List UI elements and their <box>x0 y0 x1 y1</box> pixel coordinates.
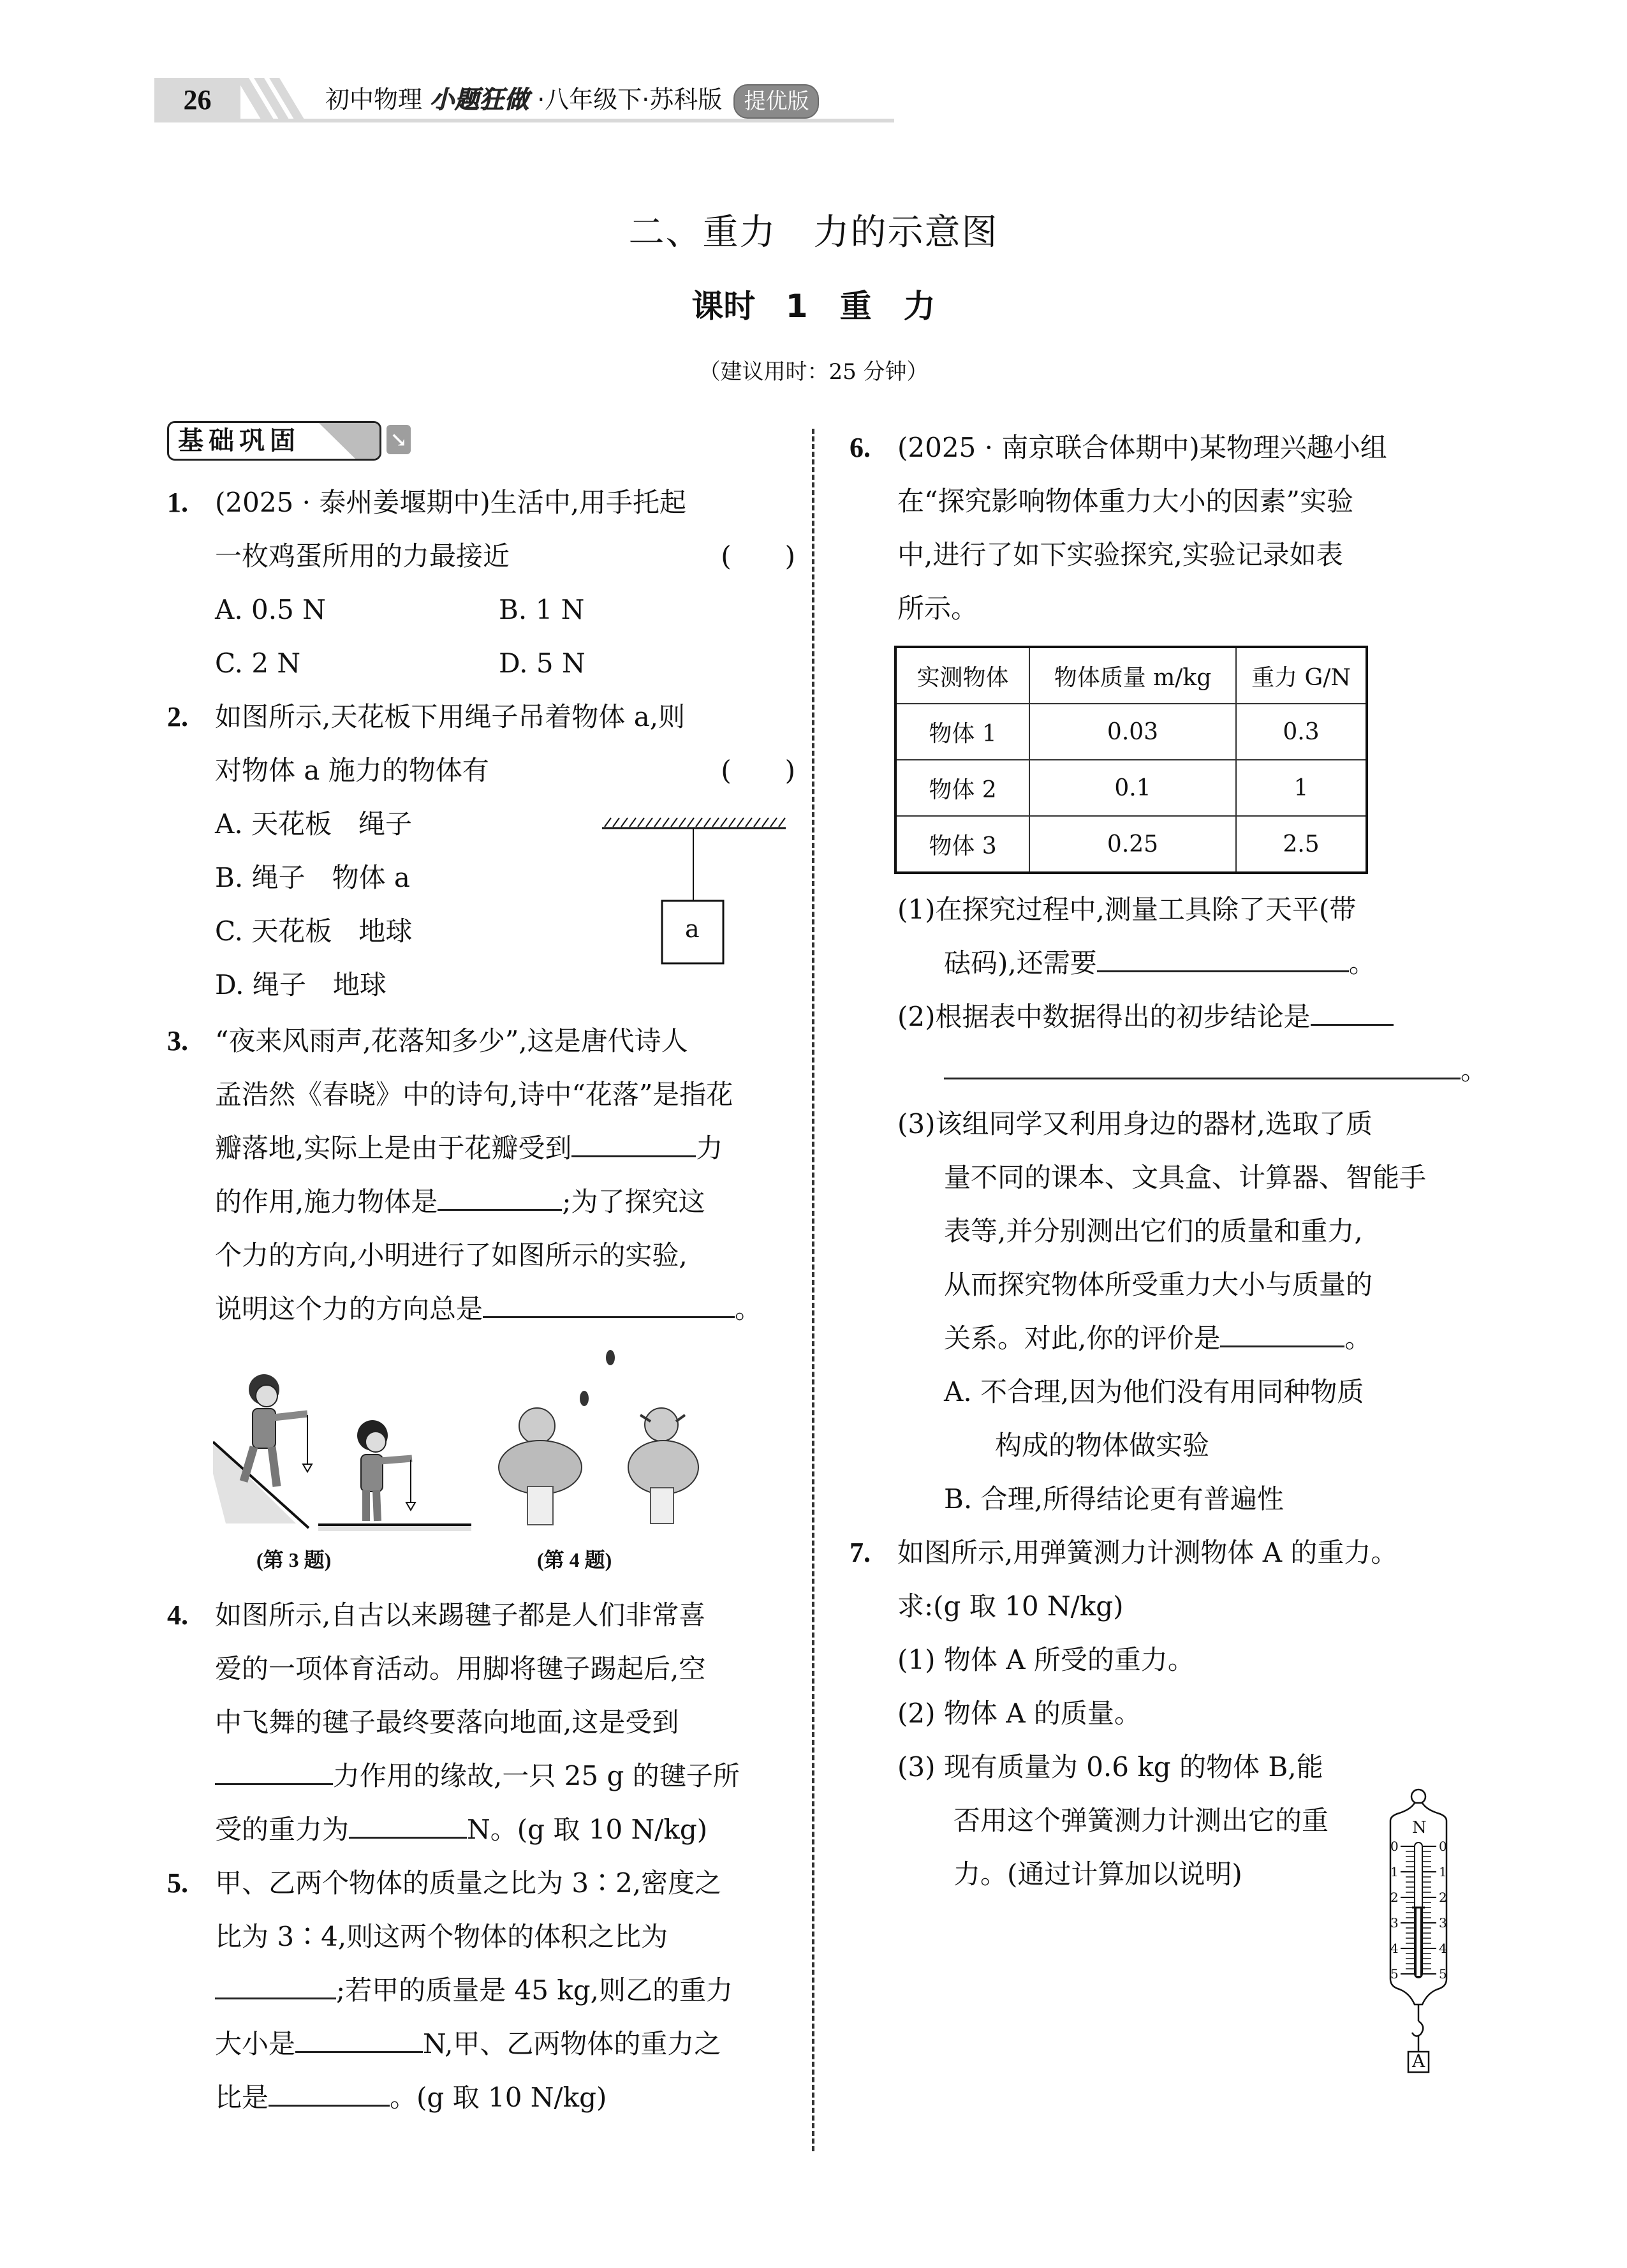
question-text-line: “夜来风雨声,花落知多少”,这是唐代诗人 <box>215 1025 688 1056</box>
question-3 <box>167 1014 795 1336</box>
question-text: 关系。对此,你的评价是 <box>944 1323 1221 1354</box>
block-label: a <box>685 915 700 943</box>
question-text-line <box>215 1964 795 2017</box>
table-cell: 0.3 <box>1236 704 1367 760</box>
question-text: 对物体 a 施力的物体有 <box>215 755 489 786</box>
scale-tick-label: 3 <box>1390 1915 1399 1931</box>
sub-question-3-line: 从而探究物体所受重力大小与质量的 <box>944 1269 1373 1300</box>
question-text: 。 <box>1461 1055 1488 1086</box>
table-header-cell: 实测物体 <box>895 647 1029 704</box>
option-d[interactable]: D. 绳子 地球 <box>215 969 387 1000</box>
question-text-line: 中飞舞的毽子最终要落向地面,这是受到 <box>215 1707 679 1738</box>
hatch-mark <box>605 818 611 827</box>
table-cell: 物体 3 <box>895 816 1029 873</box>
question-text: 砝码),还需要 <box>944 947 1097 979</box>
hatch-mark <box>696 818 702 827</box>
answer-blank-force-type[interactable] <box>571 1130 696 1157</box>
question-text: (2)根据表中数据得出的初步结论是 <box>897 1001 1311 1032</box>
chapter-title: 二、重力 力的示意图 <box>628 212 999 253</box>
table-row <box>895 704 1367 760</box>
answer-blank-direction[interactable] <box>483 1291 735 1318</box>
sub-question-2: (2) 物体 A 的质量。 <box>897 1698 1141 1729</box>
question-text: 。 <box>1348 947 1376 979</box>
question-text: 的作用,施力物体是 <box>215 1186 438 1217</box>
hatch-mark <box>737 818 744 827</box>
question-text-line <box>215 1803 795 1857</box>
option-a[interactable]: A. 天花板 绳子 <box>215 808 413 840</box>
question-text-line: 爱的一项体育活动。用脚将毽子踢起后,空 <box>215 1653 706 1684</box>
option-a-continued: 构成的物体做实验 <box>995 1430 1210 1461</box>
figures-row <box>167 1340 795 1589</box>
hatch-mark <box>638 818 644 827</box>
question-text-line: 如图所示,用弹簧测力计测物体 A 的重力。 <box>897 1537 1398 1568</box>
question-1 <box>167 476 795 690</box>
option-b[interactable]: B. 合理,所得结论更有普遍性 <box>944 1483 1284 1515</box>
sub-question-3-line: 表等,并分别测出它们的质量和重力, <box>944 1215 1363 1247</box>
section-badge-label: 基础巩固 <box>178 426 300 456</box>
hatch-mark <box>629 818 636 827</box>
question-text: 。 <box>1344 1323 1372 1354</box>
sub-question-3-line: 否用这个弹簧测力计测出它的重 <box>953 1805 1329 1836</box>
question-number: 4. <box>167 1599 188 1631</box>
table-cell: 1 <box>1236 760 1367 816</box>
answer-bracket[interactable]: ( ) <box>721 540 795 572</box>
table-cell: 0.25 <box>1029 816 1236 873</box>
page-number: 26 <box>183 84 212 115</box>
question-text-line: 甲、乙两个物体的质量之比为 3∶2,密度之 <box>215 1867 722 1899</box>
question-text: 大小是 <box>215 2028 296 2059</box>
option-a[interactable]: A. 不合理,因为他们没有用同种物质 <box>944 1376 1364 1407</box>
question-text-line <box>215 2017 795 2071</box>
scale-tick-label: 1 <box>1390 1864 1399 1879</box>
scale-tick-label: 3 <box>1439 1915 1447 1931</box>
answer-blank-force[interactable] <box>215 1758 333 1785</box>
plumb-line-experiment-illustration <box>213 1346 481 1531</box>
scale-pointer-rod <box>1416 1908 1421 1976</box>
answer-blank-volume-ratio[interactable] <box>215 1972 336 1999</box>
question-number: 5. <box>167 1867 188 1899</box>
question-text-line: (2025 · 南京联合体期中)某物理兴趣小组 <box>897 432 1387 463</box>
sub-question-1-line: (1)在探究过程中,测量工具除了天平(带 <box>897 894 1357 925</box>
question-6 <box>850 421 1487 635</box>
question-text-line: 中,进行了如下实验探究,实验记录如表 <box>897 539 1343 570</box>
series-logo: 小题狂做 <box>430 85 530 114</box>
section-badge-shade <box>319 423 379 459</box>
hatch-mark <box>679 818 686 827</box>
question-number: 7. <box>850 1537 871 1568</box>
question-5 <box>167 1857 795 2124</box>
option-c[interactable]: C. 天花板 地球 <box>215 915 413 947</box>
arrow-down-right-icon: ↘ <box>387 425 411 454</box>
hatch-mark <box>712 818 719 827</box>
sub-question-2-line <box>850 990 1487 1044</box>
question-text: 受的重力为 <box>215 1814 350 1845</box>
hanging-block-figure <box>596 812 787 977</box>
hatch-mark <box>746 818 752 827</box>
question-2 <box>167 690 795 1012</box>
table-header-cell: 重力 G/N <box>1236 647 1367 704</box>
table-row <box>895 816 1367 873</box>
question-text-line: 如图所示,天花板下用绳子吊着物体 a,则 <box>215 701 686 732</box>
table-cell: 0.03 <box>1029 704 1236 760</box>
question-number: 2. <box>167 701 188 732</box>
question-number: 6. <box>850 432 871 463</box>
question-4 <box>167 1589 795 1857</box>
question-text: 说明这个力的方向总是 <box>215 1293 483 1324</box>
shuttlecock-kicking-illustration <box>480 1340 735 1531</box>
sub-question-3-line: 量不同的课本、文具盒、计算器、智能手 <box>944 1162 1427 1193</box>
question-text-line: 孟浩然《春晓》中的诗句,诗中“花落”是指花 <box>215 1079 733 1110</box>
header-title-suffix: ·八年级下·苏科版 <box>537 85 723 114</box>
question-text: N。(g 取 10 N/kg) <box>467 1814 708 1845</box>
table-cell: 物体 2 <box>895 760 1029 816</box>
object-a-label: A <box>1412 2050 1425 2072</box>
answer-bracket[interactable]: ( ) <box>721 755 795 786</box>
question-text-line <box>215 1122 795 1175</box>
options-row <box>215 583 795 637</box>
hatch-mark <box>729 818 735 827</box>
scale-tick-label: 1 <box>1439 1864 1447 1879</box>
hatch-mark <box>704 818 710 827</box>
option-d[interactable]: D. 5 N <box>499 648 585 679</box>
option-a[interactable]: A. 0.5 N <box>215 594 326 625</box>
question-number: 3. <box>167 1025 188 1056</box>
question-text-line: 求:(g 取 10 N/kg) <box>897 1590 1124 1622</box>
answer-blank-conclusion[interactable] <box>1311 998 1394 1026</box>
scale-tick-label: 5 <box>1439 1966 1447 1982</box>
sub-question-1: (1) 物体 A 所受的重力。 <box>897 1644 1195 1675</box>
answer-blank-tool[interactable] <box>1097 945 1349 972</box>
right-column <box>850 421 1488 2072</box>
question-text-line: 比为 3∶4,则这两个物体的体积之比为 <box>215 1921 668 1952</box>
question-text-line: 在“探究影响物体重力大小的因素”实验 <box>897 485 1353 517</box>
answer-blank-evaluation[interactable] <box>1220 1320 1344 1347</box>
scale-tick-label: 4 <box>1390 1941 1399 1956</box>
figure-caption-q3: (第 3 题) <box>256 1548 332 1571</box>
lesson-title: 课时 1 重 力 <box>691 288 936 325</box>
hatch-mark <box>663 818 669 827</box>
sub-question-3-line <box>850 1312 1487 1365</box>
section-header <box>167 421 795 470</box>
ceiling-hatching <box>605 818 785 827</box>
table-header-cell: 物体质量 m/kg <box>1029 647 1236 704</box>
hatch-mark <box>688 818 694 827</box>
question-text: 。 <box>735 1293 762 1324</box>
hatch-mark <box>671 818 677 827</box>
question-text-line <box>215 1175 795 1229</box>
question-text: 力 <box>696 1132 723 1164</box>
answer-blank-conclusion-cont[interactable] <box>944 1052 1461 1079</box>
option-c[interactable]: C. 2 N <box>215 648 301 679</box>
scale-tick-label: 0 <box>1439 1839 1447 1854</box>
hatch-mark <box>621 818 628 827</box>
table-cell: 0.1 <box>1029 760 1236 816</box>
column-divider <box>812 429 814 2151</box>
question-text-line <box>215 2071 795 2124</box>
hatch-mark <box>762 818 769 827</box>
question-text-line <box>215 530 795 583</box>
question-text: ;若甲的质量是 45 kg,则乙的重力 <box>336 1975 733 2006</box>
question-text-line: 个力的方向,小明进行了如图所示的实验, <box>215 1240 688 1271</box>
ceiling-rope-diagram <box>596 812 787 977</box>
sub-question-2-line <box>850 1044 1487 1097</box>
scale-tick-label: 0 <box>1390 1839 1399 1854</box>
experiment-data-table <box>894 646 1368 874</box>
hatch-mark <box>770 818 777 827</box>
question-text: 一枚鸡蛋所用的力最接近 <box>215 540 510 572</box>
hatch-mark <box>613 818 619 827</box>
edition-badge: 提优版 <box>733 84 819 119</box>
scale-tick-label: 4 <box>1439 1941 1447 1956</box>
sub-question-3-line: 力。(通过计算加以说明) <box>953 1858 1242 1890</box>
hatch-mark <box>779 818 785 827</box>
scale-tick-label: 2 <box>1390 1890 1399 1905</box>
option-b[interactable]: B. 绳子 物体 a <box>215 862 410 893</box>
answer-blank-weight-ratio[interactable] <box>269 2079 390 2107</box>
figure-caption-q4: (第 4 题) <box>537 1548 612 1571</box>
scale-ring <box>1411 1790 1425 1804</box>
suggested-time: （建议用时：25 分钟） <box>698 359 929 385</box>
answer-blank-weight-b[interactable] <box>295 2026 423 2053</box>
header-title-prefix: 初中物理 <box>325 85 423 114</box>
hatch-mark <box>646 818 652 827</box>
table-cell: 物体 1 <box>895 704 1029 760</box>
hatch-mark <box>721 818 727 827</box>
sub-question-3: (3) 现有质量为 0.6 kg 的物体 B,能 <box>897 1751 1323 1783</box>
option-b[interactable]: B. 1 N <box>499 594 585 625</box>
question-text: N,甲、乙两物体的重力之 <box>423 2028 721 2059</box>
question-text-line: (2025 · 泰州姜堰期中)生活中,用手托起 <box>215 487 687 518</box>
hatch-mark <box>654 818 661 827</box>
options-row <box>215 637 795 690</box>
table-cell: 2.5 <box>1236 816 1367 873</box>
question-7 <box>850 1526 1487 2072</box>
scale-unit-label: N <box>1412 1818 1427 1837</box>
spring-scale-figure <box>1387 1788 1450 2087</box>
question-text: 瓣落地,实际上是由于花瓣受到 <box>215 1132 572 1164</box>
header-title <box>325 79 819 120</box>
sub-question-1-line <box>850 937 1487 990</box>
header-stripes-decoration <box>236 78 325 122</box>
question-text-line <box>215 1749 795 1803</box>
scale-tick-label: 2 <box>1439 1890 1447 1905</box>
question-text-line <box>215 1282 795 1336</box>
scale-tick-label: 5 <box>1390 1966 1399 1982</box>
question-text-line <box>215 744 795 797</box>
question-text: 比是 <box>215 2082 269 2113</box>
hatch-mark <box>754 818 760 827</box>
question-text: 力作用的缘故,一只 25 g 的毽子所 <box>333 1760 740 1791</box>
question-text: ;为了探究这 <box>562 1186 705 1217</box>
question-number: 1. <box>167 487 188 518</box>
sub-question-3-line: (3)该组同学又利用身边的器材,选取了质 <box>897 1108 1373 1139</box>
scale-hook <box>1412 2021 1423 2036</box>
section-badge <box>167 421 381 461</box>
table-header-row <box>895 647 1367 704</box>
answer-blank-weight[interactable] <box>349 1811 467 1839</box>
left-column <box>167 421 795 2124</box>
question-text-line: 如图所示,自古以来踢毽子都是人们非常喜 <box>215 1599 706 1631</box>
question-text: 。(g 取 10 N/kg) <box>390 2082 607 2113</box>
answer-blank-force-source[interactable] <box>438 1183 562 1211</box>
question-text-line: 所示。 <box>897 593 978 624</box>
table-row <box>895 760 1367 816</box>
